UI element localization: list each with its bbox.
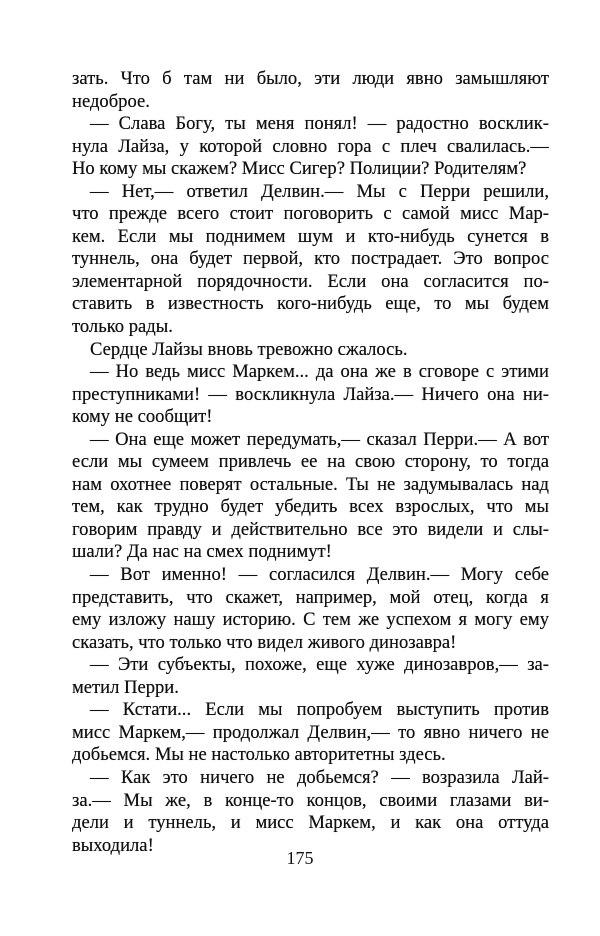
text-line: — Эти субъекты, похоже, еще хуже динозавров,— за-: [90, 654, 549, 676]
text-line: за.— Мы же, в конце-то концов, своими глазами ви-: [72, 789, 549, 811]
text-line: Но кому мы скажем? Мисс Сигер? Полиции? Родителям?: [72, 158, 527, 180]
text-line: кому не сообщит!: [72, 406, 213, 428]
text-line: нула Лайза, у которой словно гора с плеч свалилась.—: [72, 135, 549, 157]
text-line: говорим правду и действительно все это видели и слы-: [72, 518, 549, 540]
text-line: — Нет,— ответил Делвин.— Мы с Перри решили,: [90, 180, 549, 202]
paragraph: [72, 113, 549, 181]
paragraph: [72, 68, 549, 113]
text-line: метил Перри.: [72, 676, 179, 698]
text-line: кем. Если мы поднимем шум и кто-нибудь сунется в: [72, 225, 549, 247]
text-line: — Как это ничего не добьемся? — возразила Лай-: [90, 766, 549, 788]
paragraph: [72, 564, 549, 654]
text-line: тем, как трудно будет убедить всех взрослых, что мы: [72, 496, 549, 518]
text-line: нам охотнее поверят остальные. Ты не задумывалась над: [72, 473, 549, 495]
page-number: 175: [286, 848, 314, 868]
text-line: выходила!: [72, 834, 154, 856]
text-line: сказать, что только что видел живого динозавра!: [72, 631, 457, 653]
text-line: что прежде всего стоит поговорить с самой мисс Мар-: [72, 203, 549, 225]
book-page-text: [72, 68, 549, 857]
text-line: зать. Что б там ни было, эти люди явно замышляют: [72, 68, 549, 89]
text-line: ставить в известность кого-нибудь еще, то мы будем: [72, 293, 549, 315]
paragraph: [72, 361, 549, 429]
paragraph: [72, 339, 549, 362]
text-line: преступниками! — воскликнула Лайза.— Ничего она ни-: [72, 383, 549, 405]
text-line: представить, что скажет, например, мой отец, когда я: [72, 586, 549, 608]
text-line: — Вот именно! — согласился Делвин.— Могу себе: [90, 564, 549, 586]
text-line: шали? Да нас на смех поднимут!: [72, 541, 332, 563]
text-line: мисс Маркем,— продолжал Делвин,— то явно ничего не: [72, 721, 549, 743]
paragraph: [72, 429, 549, 564]
text-line: только рады.: [72, 316, 173, 338]
text-line: ему изложу нашу историю. С тем же успехом я могу ему: [72, 609, 549, 631]
text-line: элементарной порядочности. Если она согласится по-: [72, 270, 549, 292]
text-line: Сердце Лайзы вновь тревожно сжалось.: [90, 338, 408, 360]
text-line: недоброе.: [72, 90, 150, 112]
text-line: если мы сумеем привлечь ее на свою сторону, то тогда: [72, 451, 549, 473]
text-line: — Но ведь мисс Маркем... да она же в сговоре с этими: [90, 361, 549, 383]
text-line: — Слава Богу, ты меня понял! — радостно восклик-: [90, 113, 549, 135]
paragraph: [72, 181, 549, 339]
text-line: добьемся. Мы не настолько авторитетны здесь.: [72, 744, 446, 766]
paragraph: [72, 654, 549, 699]
paragraph: [72, 767, 549, 857]
text-line: дели и туннель, и мисс Маркем, и как она оттуда: [72, 812, 549, 834]
text-line: — Она еще может передумать,— сказал Перри.— А вот: [90, 428, 549, 450]
paragraph: [72, 699, 549, 767]
text-line: — Кстати... Если мы попробуем выступить против: [90, 699, 549, 721]
text-line: туннель, она будет первой, кто пострадает. Это вопрос: [72, 248, 549, 270]
